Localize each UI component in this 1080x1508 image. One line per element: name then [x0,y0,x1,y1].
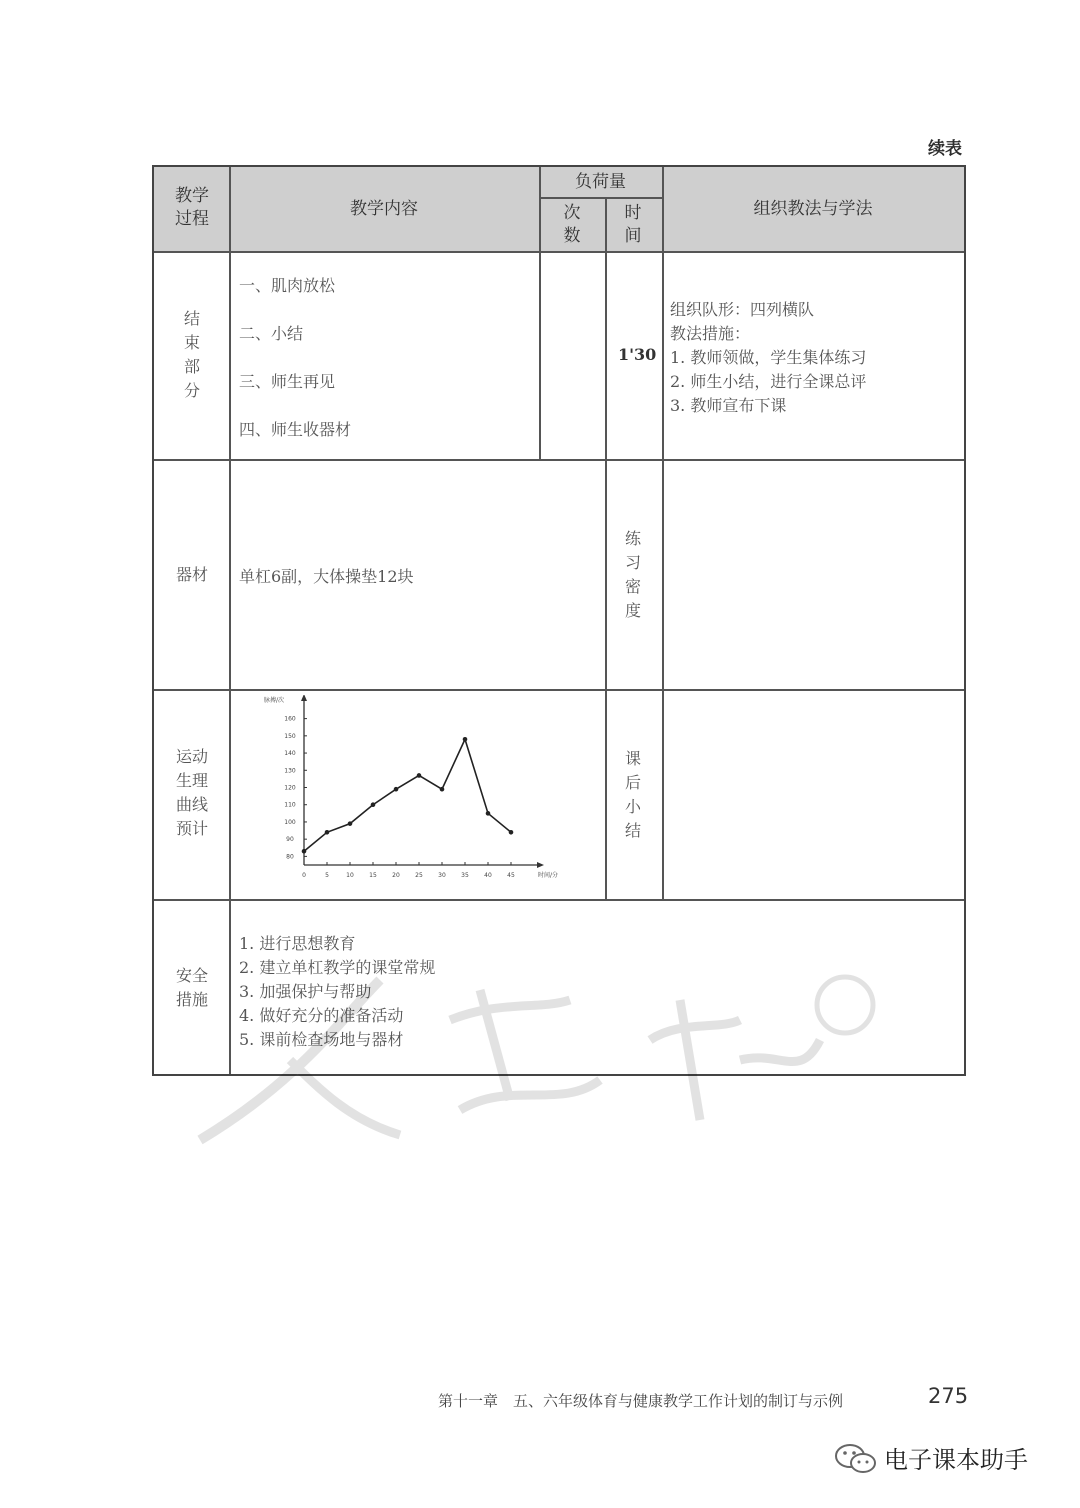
y-tick-label: 120 [284,784,296,792]
lesson-table [152,165,966,1076]
pulse-data-point [348,821,353,826]
x-tick-label: 30 [438,872,446,879]
y-axis-arrow [301,695,307,701]
after-class-summary-label: 课后小结 [624,749,641,840]
y-tick-label: 80 [286,853,294,861]
x-tick-label: 20 [392,872,400,879]
x-tick-label: 5 [325,872,329,879]
pulse-data-point [302,849,307,854]
ending-method-line: 教法措施： [670,324,751,343]
row-equipment-stage: 器材 [175,565,208,584]
x-tick-label: 25 [415,872,423,879]
x-tick-label: 0 [302,872,306,879]
equipment-content: 单杠6副，大体操垫12块 [239,567,414,586]
y-tick-label: 130 [284,767,296,775]
y-tick-label: 110 [284,801,296,809]
y-tick-label: 90 [286,836,294,844]
continued-label: 续表 [928,139,962,159]
pulse-data-point [325,830,330,835]
x-tick-label: 45 [507,872,515,879]
safety-item: 4. 做好充分的准备活动 [239,1006,404,1025]
y-tick-label: 100 [284,818,296,826]
pulse-data-point [371,802,376,807]
ending-method-line: 3. 教师宣布下课 [670,396,787,415]
wechat-icon [834,1442,878,1476]
row-safety-stage: 安全措施 [175,966,208,1009]
safety-item: 1. 进行思想教育 [239,934,356,953]
pulse-data-point [463,737,468,742]
row-curve-stage: 运动生理曲线预计 [175,747,208,838]
page-number: 275 [928,1384,969,1408]
y-tick-label: 160 [284,715,296,723]
y-axis-label: 脉搏/次 [264,697,285,704]
ending-item: 二、小结 [239,324,304,343]
header-method: 组织教法与学法 [753,199,873,219]
ending-item: 三、师生再见 [239,372,336,391]
header-load: 负荷量 [575,172,626,192]
safety-item: 3. 加强保护与帮助 [239,982,372,1001]
y-tick-label: 140 [284,750,296,758]
ending-method-line: 2. 师生小结，进行全课总评 [670,372,867,391]
header-stage: 教学过程 [175,186,209,229]
pulse-data-point [417,773,422,778]
pulse-data-point [440,787,445,792]
header-time: 时间 [624,203,642,246]
x-tick-label: 40 [484,872,492,879]
ending-method-line: 1. 教师领做，学生集体练习 [670,348,867,367]
ending-item: 四、师生收器材 [239,420,352,439]
pulse-data-point [394,787,399,792]
x-axis-label: 时间/分 [538,872,559,879]
ending-time: 1'30 [618,345,657,364]
physiological-curve-chart [244,695,574,895]
pulse-data-point [486,811,491,816]
chapter-footer: 第十一章 五、六年级体育与健康教学工作计划的制订与示例 [438,1392,844,1410]
row-ending-stage: 结束部分 [183,309,200,400]
x-axis-arrow [537,862,544,868]
ending-item: 一、肌肉放松 [239,276,336,295]
safety-item: 2. 建立单杠教学的课堂常规 [239,958,436,977]
safety-item: 5. 课前检查场地与器材 [239,1030,404,1049]
header-count: 次数 [563,203,581,246]
brand-name: 电子课本助手 [884,1446,1028,1474]
publisher-watermark-logo [180,960,900,1160]
header-content: 教学内容 [350,199,418,219]
pulse-data-point [509,830,514,835]
ending-method-line: 组织队形：四列横队 [670,300,815,319]
practice-density-label: 练习密度 [624,529,641,620]
x-tick-label: 15 [369,872,377,879]
x-tick-label: 10 [346,872,354,879]
pulse-curve-line [304,739,511,851]
x-tick-label: 35 [461,872,469,879]
y-tick-label: 150 [284,732,296,740]
